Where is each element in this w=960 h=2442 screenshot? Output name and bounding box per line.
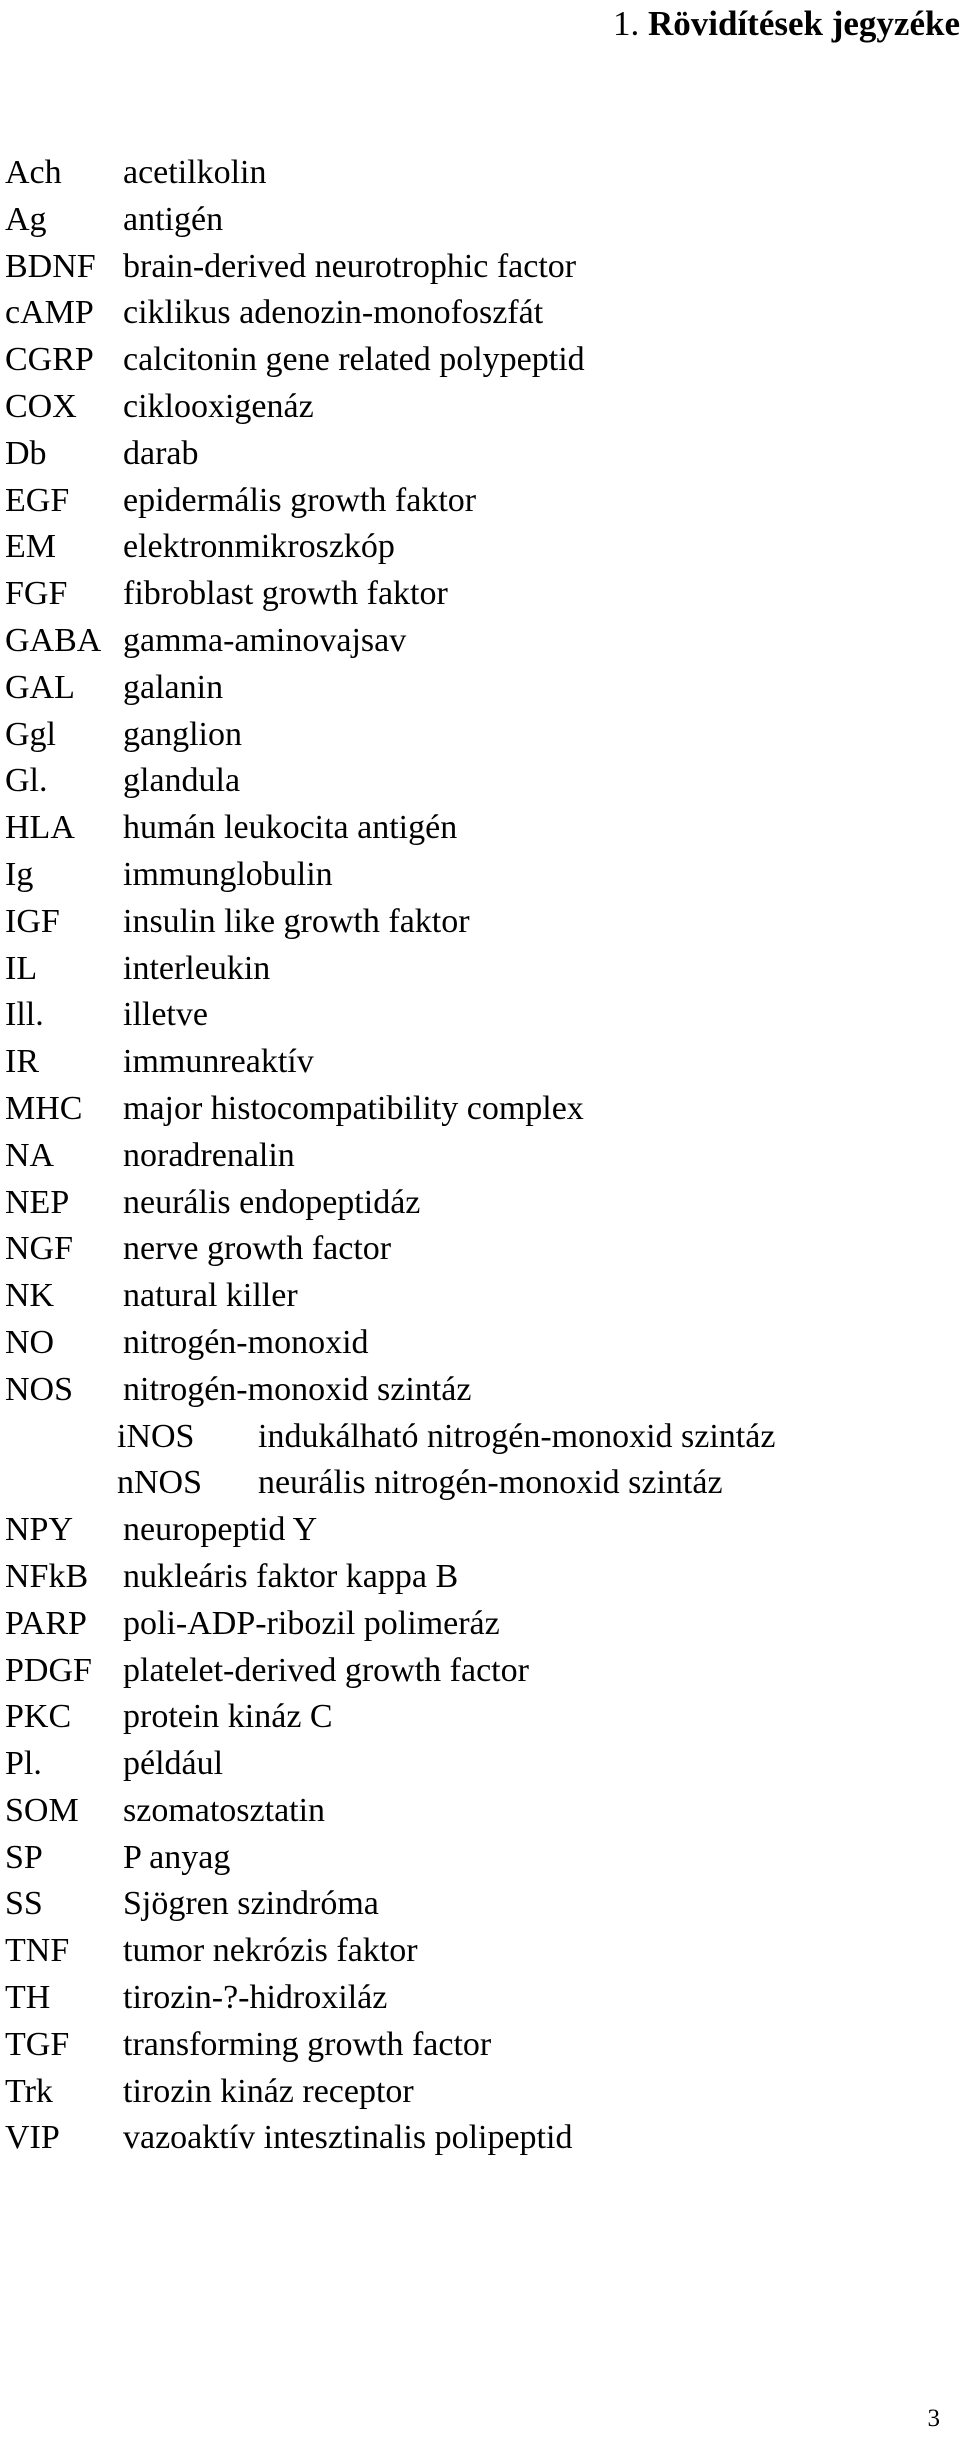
abbreviation-row [5, 1601, 945, 1648]
heading-title: Rövidítések jegyzéke [647, 4, 960, 43]
abbreviation: Ag [5, 200, 47, 238]
abbreviation-row [5, 2069, 945, 2116]
abbreviation-definition: glandula [123, 762, 241, 800]
abbreviation: HLA [5, 809, 75, 847]
page-number: 3 [927, 2405, 940, 2432]
abbreviation-definition: ciklikus adenozin-monofoszfát [123, 294, 544, 332]
abbreviation-row [5, 1788, 945, 1835]
abbreviation: NK [5, 1277, 55, 1315]
abbreviation-definition: antigén [123, 200, 224, 238]
abbreviation-definition: insulin like growth faktor [123, 902, 470, 940]
abbreviation: TH [5, 1979, 51, 2017]
abbreviation: SP [5, 1838, 43, 1876]
abbreviation-row [5, 1741, 945, 1788]
abbreviation-definition: nitrogén-monoxid [123, 1323, 369, 1361]
abbreviation-row [5, 1507, 945, 1554]
abbreviation-definition: fibroblast growth faktor [123, 575, 448, 613]
abbreviation: Pl. [5, 1745, 42, 1783]
abbreviation-definition: galanin [123, 668, 224, 706]
abbreviation-row [5, 1226, 945, 1273]
abbreviation: PKC [5, 1698, 72, 1736]
abbreviation: NGF [5, 1230, 74, 1268]
abbreviation-definition: major histocompatibility complex [123, 1089, 584, 1127]
abbreviation-row [5, 992, 945, 1039]
abbreviation-row [5, 1554, 945, 1601]
abbreviation: IR [5, 1043, 39, 1081]
abbreviation-row [5, 618, 945, 665]
abbreviation-definition: poli-ADP-ribozil polimeráz [123, 1604, 500, 1642]
abbreviation-row [5, 1928, 945, 1975]
abbreviation-list [5, 150, 945, 2162]
abbreviation: VIP [5, 2119, 60, 2157]
abbreviation-definition: natural killer [123, 1277, 298, 1315]
abbreviation-definition: vazoaktív intesztinalis polipeptid [123, 2119, 573, 2157]
abbreviation: SS [5, 1885, 43, 1923]
abbreviation-row [5, 150, 945, 197]
abbreviation-definition: szomatosztatin [123, 1791, 326, 1829]
abbreviation-definition: epidermális growth faktor [123, 481, 477, 519]
abbreviation: Gl. [5, 762, 48, 800]
abbreviation-row [5, 431, 945, 478]
abbreviation: GAL [5, 668, 75, 706]
abbreviation-row [5, 2022, 945, 2069]
abbreviation: Ggl [5, 715, 56, 753]
abbreviation: MHC [5, 1089, 83, 1127]
abbreviation-definition: nitrogén-monoxid szintáz [123, 1370, 472, 1408]
abbreviation-definition: platelet-derived growth factor [123, 1651, 529, 1689]
abbreviation: SOM [5, 1791, 79, 1829]
abbreviation-subrow [5, 1460, 945, 1507]
abbreviation-definition: transforming growth factor [123, 2025, 492, 2063]
abbreviation: Ach [5, 154, 62, 191]
abbreviation-definition: noradrenalin [123, 1136, 295, 1174]
abbreviation: Trk [5, 2072, 53, 2110]
abbreviation: PDGF [5, 1651, 92, 1689]
abbreviation-row [5, 1320, 945, 1367]
abbreviation: IGF [5, 902, 60, 940]
abbreviation: BDNF [5, 247, 96, 285]
abbreviation-definition: tumor nekrózis faktor [123, 1932, 418, 1970]
abbreviation-definition: calcitonin gene related polypeptid [123, 341, 585, 379]
abbreviation-row [5, 665, 945, 712]
abbreviation-definition: darab [123, 434, 199, 472]
abbreviation-row [5, 712, 945, 759]
abbreviation-row [5, 1133, 945, 1180]
abbreviation-definition: például [123, 1745, 224, 1783]
abbreviation-row [5, 1086, 945, 1133]
abbreviation-row [5, 337, 945, 384]
abbreviation-row [5, 899, 945, 946]
abbreviation-definition: neurális endopeptidáz [123, 1183, 421, 1221]
abbreviation: Ig [5, 855, 34, 893]
abbreviation: nNOS [117, 1464, 203, 1502]
abbreviation: cAMP [5, 294, 94, 332]
abbreviation-definition: elektronmikroszkóp [123, 528, 395, 566]
abbreviation-definition: illetve [123, 996, 208, 1034]
abbreviation-row [5, 852, 945, 899]
abbreviation: CGRP [5, 341, 94, 379]
abbreviation-definition: immunreaktív [123, 1043, 314, 1081]
abbreviation-row [5, 1367, 945, 1414]
abbreviation-definition: ciklooxigenáz [123, 387, 314, 425]
abbreviation-definition: nukleáris faktor kappa B [123, 1557, 459, 1595]
abbreviation-definition: protein kináz C [123, 1698, 333, 1736]
abbreviation: EM [5, 528, 56, 566]
abbreviation-definition: Sjögren szindróma [123, 1885, 379, 1923]
abbreviation-definition: indukálható nitrogén-monoxid szintáz [258, 1417, 776, 1455]
abbreviation-row [5, 571, 945, 618]
abbreviation-row [5, 1835, 945, 1882]
abbreviation-definition: humán leukocita antigén [123, 809, 458, 847]
abbreviation: IL [5, 949, 38, 987]
heading-number: 1. [612, 4, 640, 43]
abbreviation-row [5, 946, 945, 993]
abbreviation-row [5, 1648, 945, 1695]
abbreviation: TGF [5, 2025, 70, 2063]
abbreviation-definition: nerve growth factor [123, 1230, 392, 1268]
abbreviation: FGF [5, 575, 68, 613]
abbreviation-row [5, 290, 945, 337]
abbreviation-row [5, 1881, 945, 1928]
abbreviation: GABA [5, 621, 102, 659]
abbreviation-definition: immunglobulin [123, 855, 333, 893]
abbreviation-row [5, 478, 945, 525]
abbreviation-row [5, 244, 945, 291]
abbreviation-row [5, 1694, 945, 1741]
abbreviation-row [5, 1039, 945, 1086]
abbreviation-definition: P anyag [123, 1838, 231, 1876]
abbreviation-definition: gamma-aminovajsav [123, 621, 407, 659]
abbreviation: NEP [5, 1183, 70, 1221]
abbreviation-row [5, 1273, 945, 1320]
abbreviation-definition: ganglion [123, 715, 242, 753]
abbreviation: COX [5, 387, 77, 425]
abbreviation-definition: tirozin kináz receptor [123, 2072, 414, 2110]
abbreviation: iNOS [117, 1417, 195, 1455]
abbreviation-definition: interleukin [123, 949, 271, 987]
abbreviation-row [5, 1975, 945, 2022]
abbreviation-definition: neuropeptid Y [123, 1511, 318, 1549]
abbreviation-definition: tirozin-?-hidroxiláz [123, 1979, 388, 2017]
abbreviation-row [5, 1180, 945, 1227]
abbreviation: NO [5, 1323, 55, 1361]
abbreviation-definition: brain-derived neurotrophic factor [123, 247, 577, 285]
abbreviation-definition: neurális nitrogén-monoxid szintáz [258, 1464, 723, 1502]
abbreviation-row [5, 524, 945, 571]
abbreviation-subrow [5, 1414, 945, 1461]
abbreviation: NPY [5, 1511, 74, 1549]
abbreviation: TNF [5, 1932, 70, 1970]
abbreviation-row [5, 758, 945, 805]
abbreviation: Db [5, 434, 47, 472]
page-heading [613, 4, 960, 44]
abbreviation: NFkB [5, 1557, 89, 1595]
abbreviation: PARP [5, 1604, 87, 1642]
abbreviation-definition: acetilkolin [123, 154, 267, 191]
abbreviation-row [5, 384, 945, 431]
abbreviation: EGF [5, 481, 70, 519]
abbreviation-row [5, 2115, 945, 2162]
abbreviation-row [5, 197, 945, 244]
abbreviation: NOS [5, 1370, 74, 1408]
abbreviation-row [5, 805, 945, 852]
abbreviation: Ill. [5, 996, 44, 1034]
abbreviation: NA [5, 1136, 55, 1174]
